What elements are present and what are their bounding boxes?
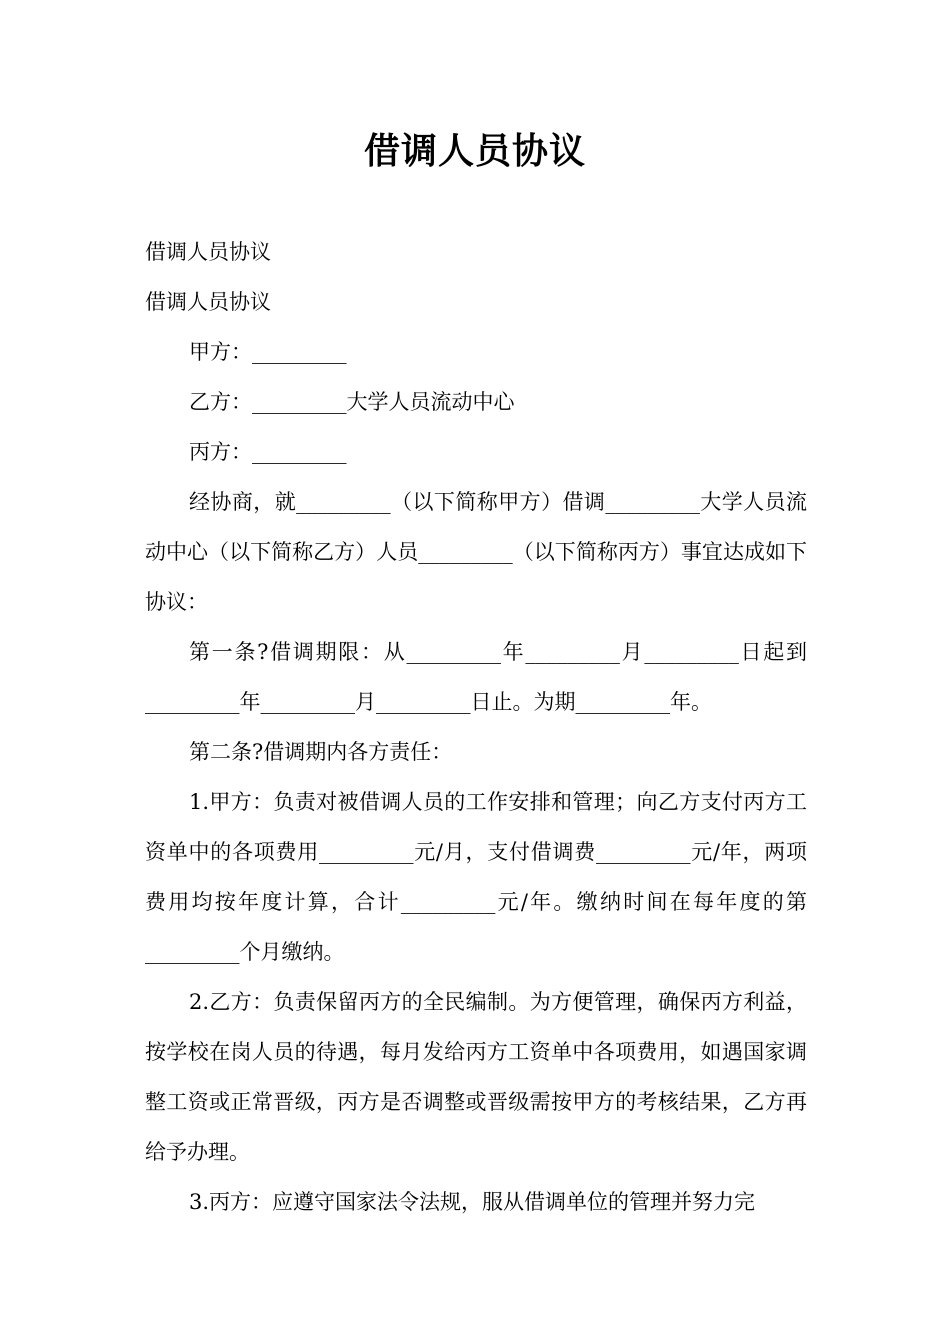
document-body — [145, 227, 807, 1227]
clause-3-paragraph: 3.丙方：应遵守国家法令法规，服从借调单位的管理并努力完 — [189, 1190, 756, 1214]
clause-2-paragraph: 2.乙方：负责保留丙方的全民编制。为方便管理，确保丙方利益，按学校在岗人员的待遇，每月发给丙方工资单中各项费用，如遇国家调整工资或正常晋级，丙方是否调整或晋级需按甲方的考核结果，乙方再给予办理。 — [145, 990, 807, 1164]
party-b-line: 乙方：_________大学人员流动中心 — [189, 390, 515, 414]
party-a-line: 甲方：_________ — [189, 340, 347, 364]
heading-line-1: 借调人员协议 — [145, 240, 271, 264]
preamble-paragraph: 经协商，就_________（以下简称甲方）借调_________大学人员流动中心（以下简称乙方）人员_________（以下简称丙方）事宜达成如下协议： — [145, 490, 807, 614]
article-1-paragraph: 第一条?借调期限：从_________年_________月_________日起到_________年_________月_________日止。为期_________年。 — [145, 640, 807, 714]
document-title: 借调人员协议 — [363, 131, 586, 172]
article-2-heading: 第二条?借调期内各方责任： — [189, 740, 453, 764]
party-c-line: 丙方：_________ — [189, 440, 347, 464]
heading-line-2: 借调人员协议 — [145, 290, 271, 314]
clause-1-paragraph: 1.甲方：负责对被借调人员的工作安排和管理；向乙方支付丙方工资单中的各项费用_________元/月，支付借调费_________元/年，两项费用均按年度计算，合计_________元/年。缴纳时间在每年度的第_________个月缴纳。 — [145, 790, 807, 964]
